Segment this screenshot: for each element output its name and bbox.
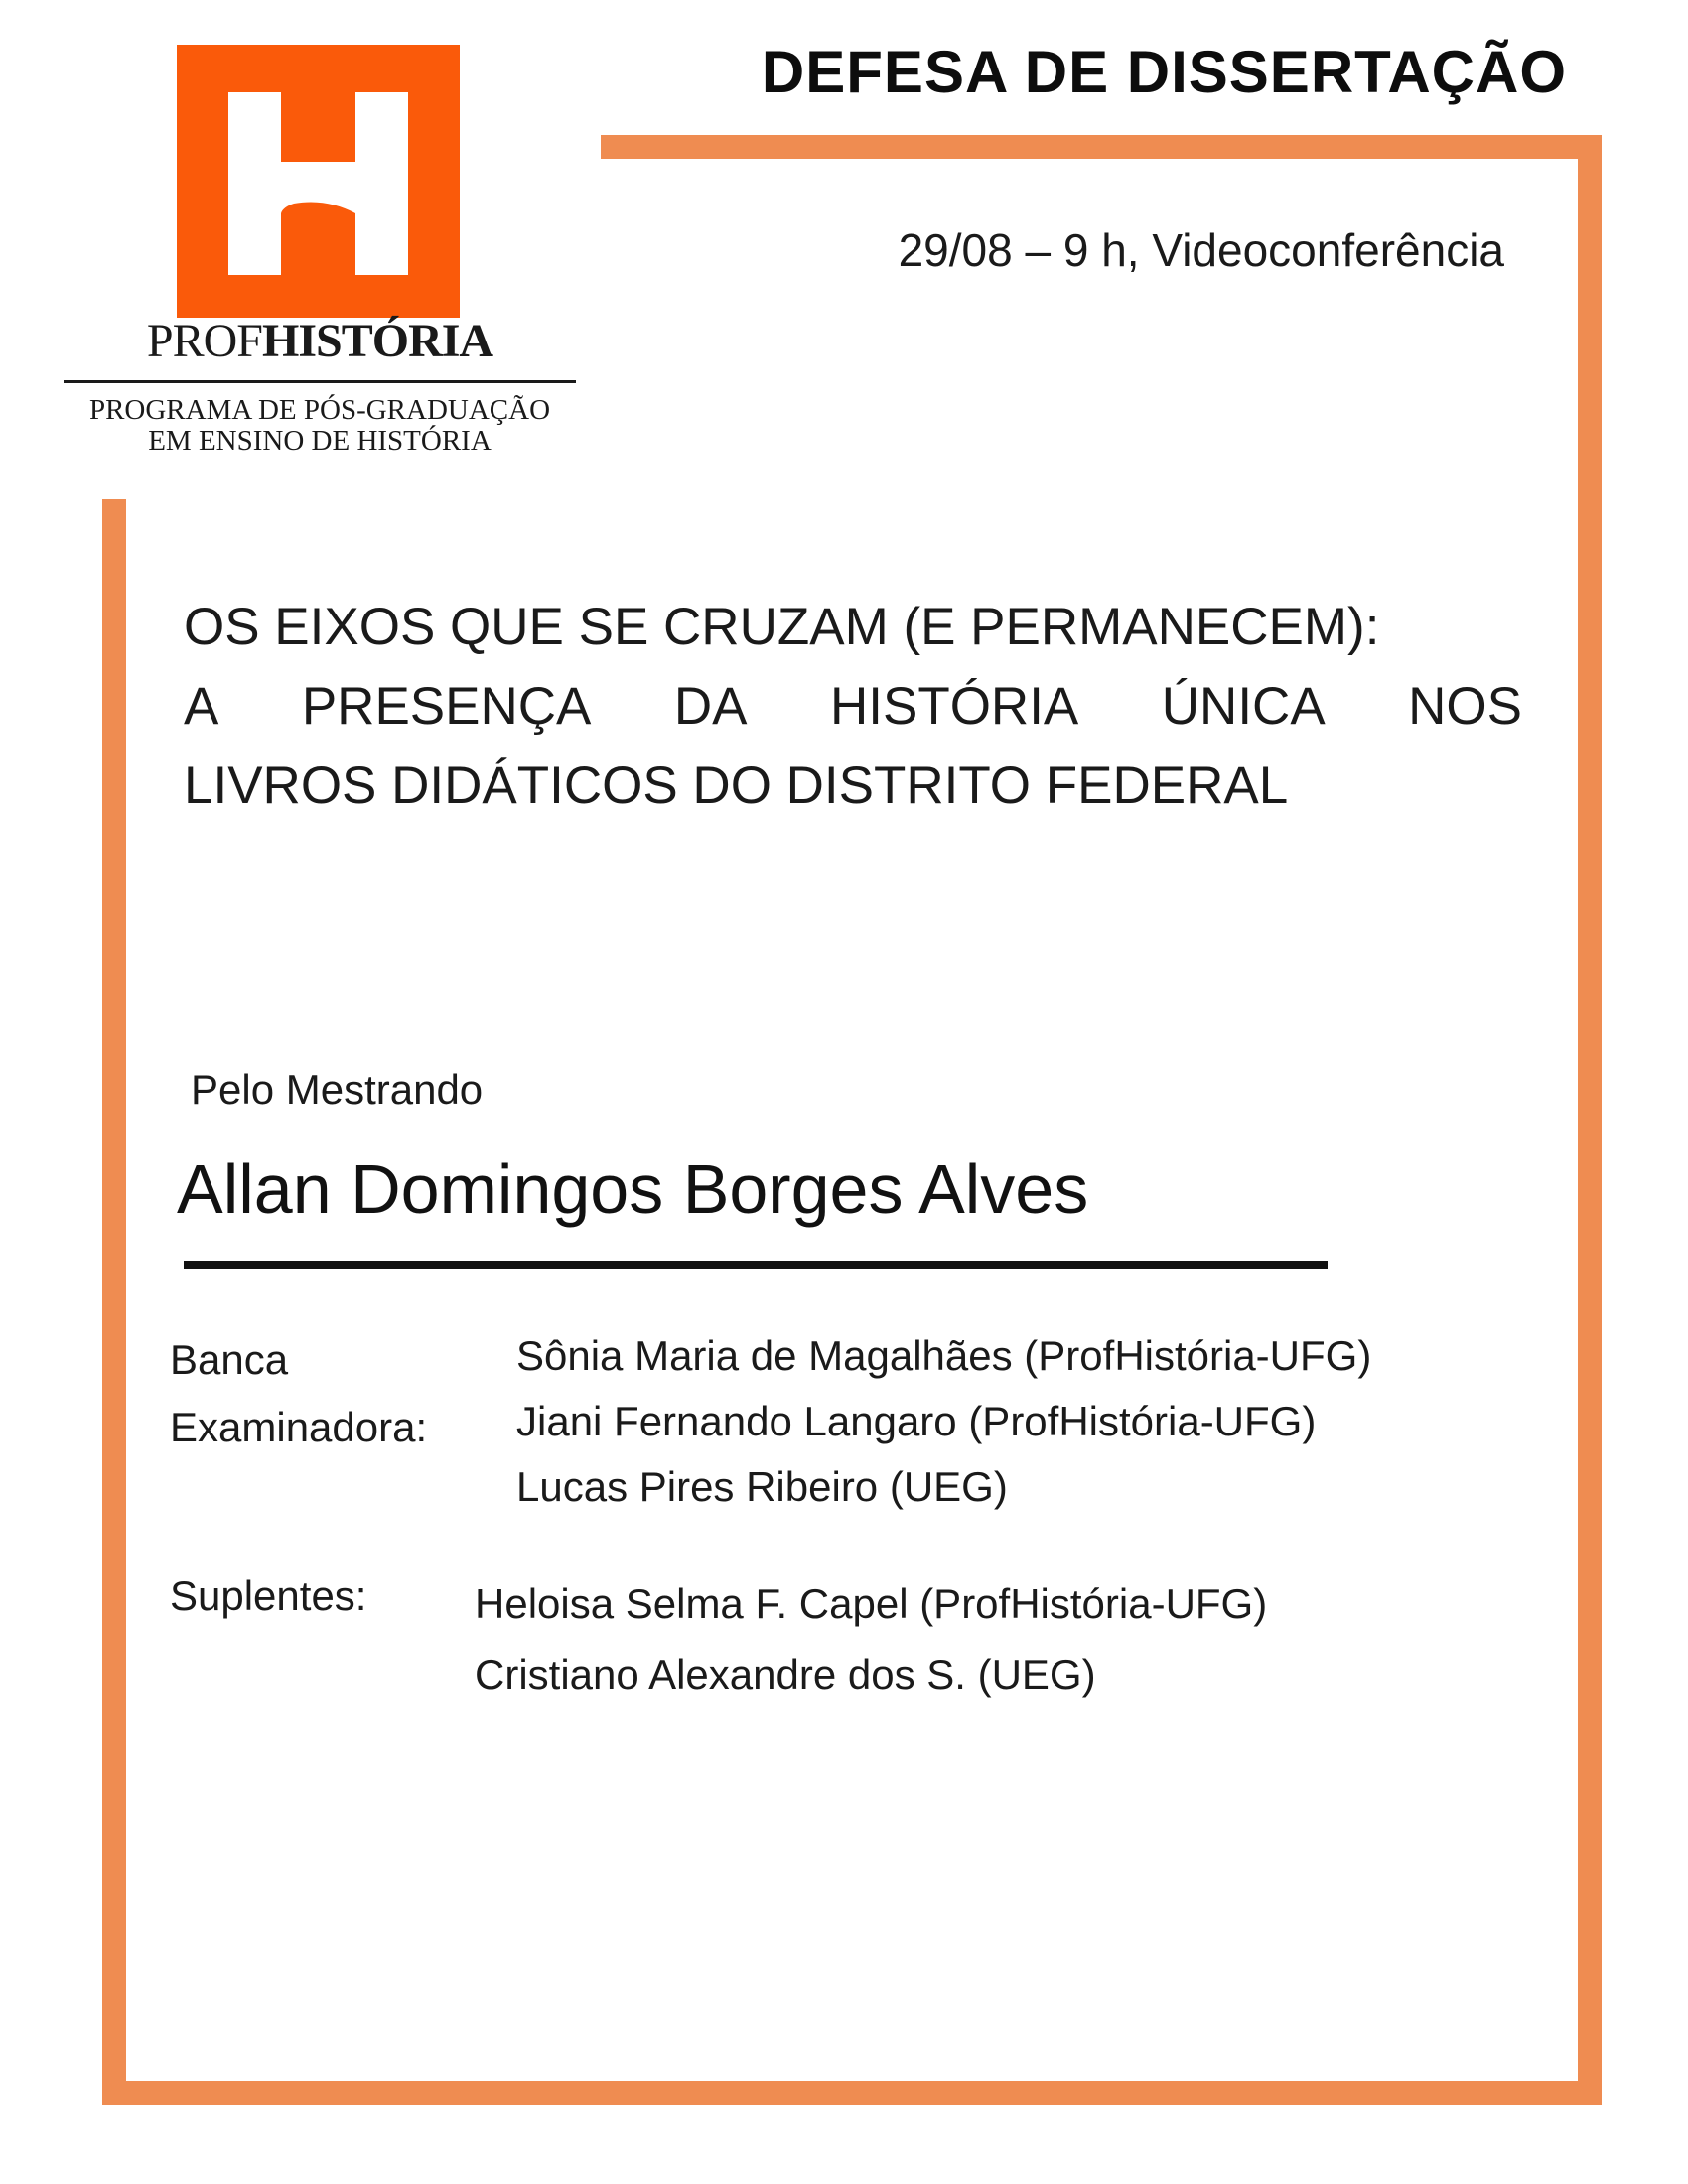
title-word: ÚNICA <box>1161 677 1326 736</box>
logo-subtitle-line1: PROGRAMA DE PÓS-GRADUAÇÃO <box>88 394 551 426</box>
logo-wordmark-bold: HISTÓRIA <box>262 315 493 367</box>
committee-label <box>170 1326 427 1461</box>
student-underline <box>184 1261 1328 1269</box>
frame-left-bar <box>102 499 126 2105</box>
committee-members <box>516 1323 1371 1520</box>
logo-subtitle-line2: EM ENSINO DE HISTÓRIA <box>148 425 492 457</box>
title-word: DA <box>673 677 748 736</box>
title-line-3: LIVROS DIDÁTICOS DO DISTRITO FEDERAL <box>184 756 1289 815</box>
logo-divider <box>64 380 576 383</box>
substitute-member: Cristiano Alexandre dos S. (UEG) <box>475 1651 1096 1698</box>
h-letter-icon <box>177 45 460 318</box>
logo-wordmark <box>62 315 578 367</box>
title-line-2 <box>184 667 1522 747</box>
title-word: HISTÓRIA <box>829 677 1079 736</box>
profhistoria-logo-icon <box>177 45 460 318</box>
dissertation-title <box>184 588 1522 826</box>
committee-label-line1: Banca <box>170 1336 289 1383</box>
logo-wordmark-regular: PROF <box>146 315 262 367</box>
title-word: PRESENÇA <box>301 677 592 736</box>
committee-member: Lucas Pires Ribeiro (UEG) <box>516 1463 1008 1510</box>
substitutes-label: Suplentes: <box>170 1572 367 1619</box>
frame-top-bar <box>601 135 1602 159</box>
frame-right-bar <box>1578 135 1602 2105</box>
substitute-member: Heloisa Selma F. Capel (ProfHistória-UFG) <box>475 1580 1268 1627</box>
student-intro: Pelo Mestrando <box>191 1066 484 1113</box>
student-name: Allan Domingos Borges Alves <box>177 1151 1089 1228</box>
title-line-1: OS EIXOS QUE SE CRUZAM (E PERMANECEM): <box>184 598 1380 656</box>
committee-member: Sônia Maria de Magalhães (ProfHistória-UFG) <box>516 1332 1372 1379</box>
substitutes-members <box>475 1569 1267 1709</box>
logo-subtitle <box>62 395 578 457</box>
committee-label-line2: Examinadora: <box>170 1404 428 1450</box>
title-word: NOS <box>1408 677 1522 736</box>
event-date-line: 29/08 – 9 h, Videoconferência <box>898 224 1504 276</box>
page-heading: DEFESA DE DISSERTAÇÃO <box>761 39 1567 105</box>
title-word: A <box>184 677 219 736</box>
committee-member: Jiani Fernando Langaro (ProfHistória-UFG) <box>516 1398 1317 1444</box>
frame-bottom-bar <box>113 2081 1602 2105</box>
